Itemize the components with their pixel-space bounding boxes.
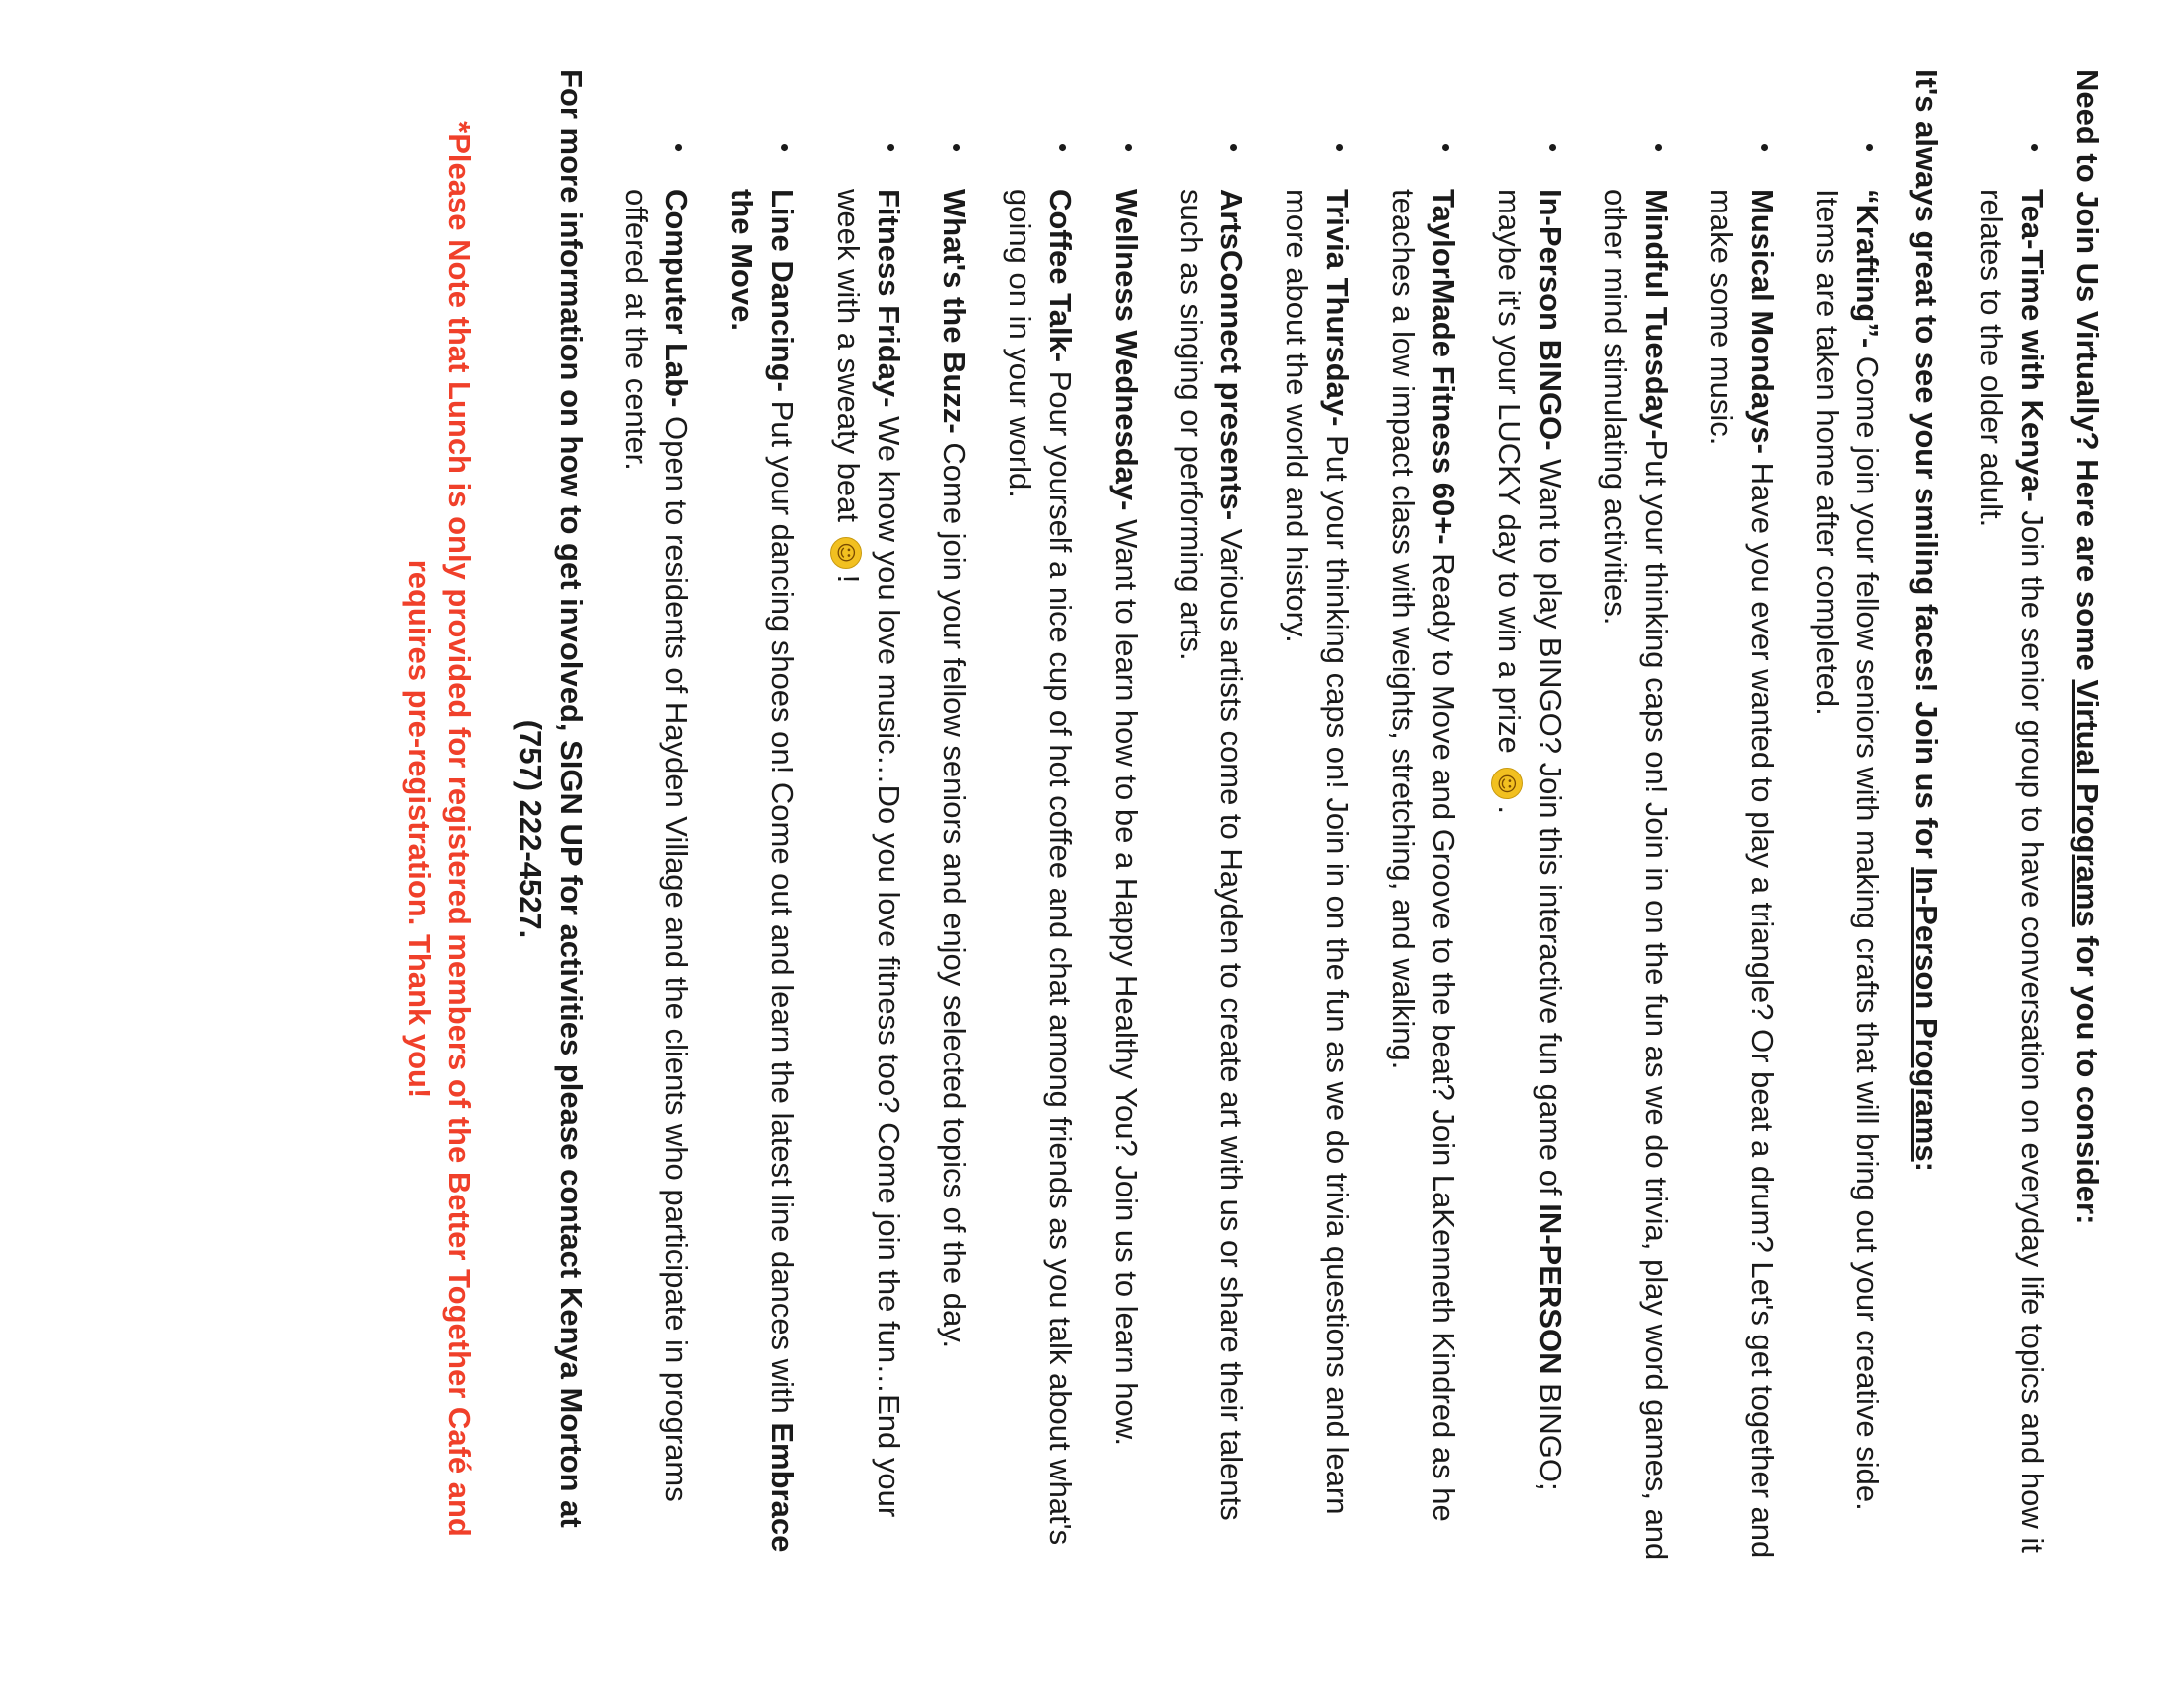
program-description: Join the senior group to have conversation on everyday life topics and how it relates to the older adult.	[1975, 189, 2051, 1553]
inperson-heading-text: It's always great to see your smiling faces! Join us for	[1909, 70, 1945, 868]
virtual-intro-suffix: for you to consider:	[2070, 926, 2105, 1225]
bullet-icon: •	[770, 143, 801, 153]
list-item	[1971, 70, 2052, 1589]
program-description: Open to residents of Hayden Village and the clients who participate in programs offered at the center.	[618, 189, 695, 1502]
program-description-end: .	[1492, 805, 1528, 814]
inperson-heading-suffix: :	[1909, 1161, 1945, 1172]
list-item	[1594, 70, 1676, 1589]
inperson-programs-heading: In-Person Programs	[1909, 867, 1945, 1162]
virtual-intro-text: Need to Join Us Virtually? Here are some	[2070, 70, 2105, 680]
list-item	[1170, 70, 1252, 1589]
list-item	[615, 70, 697, 1589]
contact-phone: (757) 222-4527.	[512, 719, 548, 939]
contact-info	[509, 70, 591, 1589]
bullet-icon: •	[1643, 143, 1674, 153]
bullet-icon: •	[1047, 143, 1078, 153]
program-title: Line Dancing-	[765, 189, 801, 392]
bullet-icon: •	[1749, 143, 1780, 153]
program-description-emphasis: Embrace the Move	[725, 189, 801, 1553]
list-item	[933, 70, 974, 1589]
lunch-note: *Please Note that Lunch is only provided for registered members of the Better Together Café and requires pre-registration. Thank you!	[401, 121, 477, 1537]
program-title: Wellness Wednesday-	[1108, 189, 1144, 511]
list-item	[999, 70, 1080, 1589]
virtual-intro	[2066, 70, 2107, 1589]
program-description-emphasis: IN-PERSON	[1532, 1203, 1568, 1375]
program-description: We know you love music…Do you love fitness too? Come join the fun…End your week with a sweaty beat	[831, 189, 907, 1518]
list-item	[1277, 70, 1358, 1589]
inperson-heading	[1905, 70, 1946, 1589]
list-item	[1105, 70, 1146, 1589]
program-description-end: .	[725, 322, 760, 331]
bullet-icon: •	[1113, 143, 1144, 153]
program-description: Pour yourself a nice cup of hot coffee and chat among friends as you talk about what's going on in your world.	[1002, 189, 1078, 1546]
smiley-icon: ☺	[830, 537, 862, 569]
program-description: Put your thinking caps on! Join in on the fun as we do trivia questions and learn more about the world and history.	[1280, 189, 1356, 1515]
program-description-cont: BINGO; maybe it's your LUCKY day to win a prize	[1492, 189, 1568, 1491]
virtual-programs-heading: Virtual Programs	[2070, 679, 2105, 927]
program-title: Computer Lab-	[659, 189, 695, 408]
bullet-icon: •	[1219, 143, 1250, 153]
bullet-icon: •	[1855, 143, 1886, 153]
list-item	[1701, 70, 1782, 1589]
bullet-icon: •	[877, 143, 907, 153]
contact-text: For more information on how to get involved, SIGN UP for activities please contact Kenya Morton at	[553, 70, 589, 1528]
program-description: Put your thinking caps on! Join in on the fun as we do trivia, play word games, and other mind stimulating activities.	[1597, 189, 1674, 1561]
list-item	[1807, 70, 1888, 1589]
bullet-icon: •	[1325, 143, 1356, 153]
program-title: TaylorMade Fitness 60+-	[1427, 189, 1462, 545]
program-title: What's the Buzz-	[936, 189, 972, 434]
program-title: Trivia Thursday-	[1320, 189, 1356, 427]
list-item	[1382, 70, 1463, 1589]
program-description: Various artists come to Hayden to create art with us or share their talents such as singing or performing arts.	[1173, 189, 1250, 1521]
program-description-end: !	[831, 574, 867, 584]
program-title: Tea-Time with Kenya-	[2015, 189, 2051, 502]
list-item	[827, 70, 908, 1589]
bullet-icon: •	[1537, 143, 1568, 153]
program-description: Come join your fellow seniors and enjoy selected topics of the day.	[936, 433, 972, 1349]
program-title: Coffee Talk-	[1042, 189, 1078, 363]
program-description: Put your dancing shoes on! Come out and learn the latest line dances with	[765, 391, 801, 1423]
program-title: ArtsConnect presents-	[1214, 189, 1250, 521]
program-description: Want to learn how to be a Happy Healthy You? Join us to learn how.	[1108, 510, 1144, 1446]
program-title: “Krafting”-	[1850, 189, 1886, 349]
program-title: Mindful Tuesday-	[1638, 189, 1674, 440]
inperson-program-list	[615, 70, 1888, 1589]
program-title: Fitness Friday-	[872, 189, 907, 408]
program-title: In-Person BINGO-	[1532, 189, 1568, 451]
list-item	[721, 70, 802, 1589]
program-description: Want to play BINGO? Join this interactive fun game of	[1532, 450, 1568, 1204]
list-item	[1488, 70, 1570, 1589]
program-description: Have you ever wanted to play a triangle? Or beat a drum? Let's get together and make some music.	[1704, 189, 1780, 1559]
smiley-icon: ☺	[1491, 768, 1523, 799]
bullet-icon: •	[2020, 143, 2051, 153]
bullet-icon: •	[941, 143, 972, 153]
bullet-icon: •	[1432, 143, 1462, 153]
virtual-program-list	[1971, 70, 2052, 1589]
program-description: Come join your fellow seniors with making crafts that will bring out your creative side. Items are taken home after completed.	[1810, 189, 1886, 1511]
program-description: Ready to Move and Groove to the beat? Join LaKenneth Kindred as he teaches a low impact class with weights, stretching, and walking.	[1386, 189, 1462, 1522]
bullet-icon: •	[664, 143, 695, 153]
program-title: Musical Mondays-	[1744, 189, 1780, 454]
